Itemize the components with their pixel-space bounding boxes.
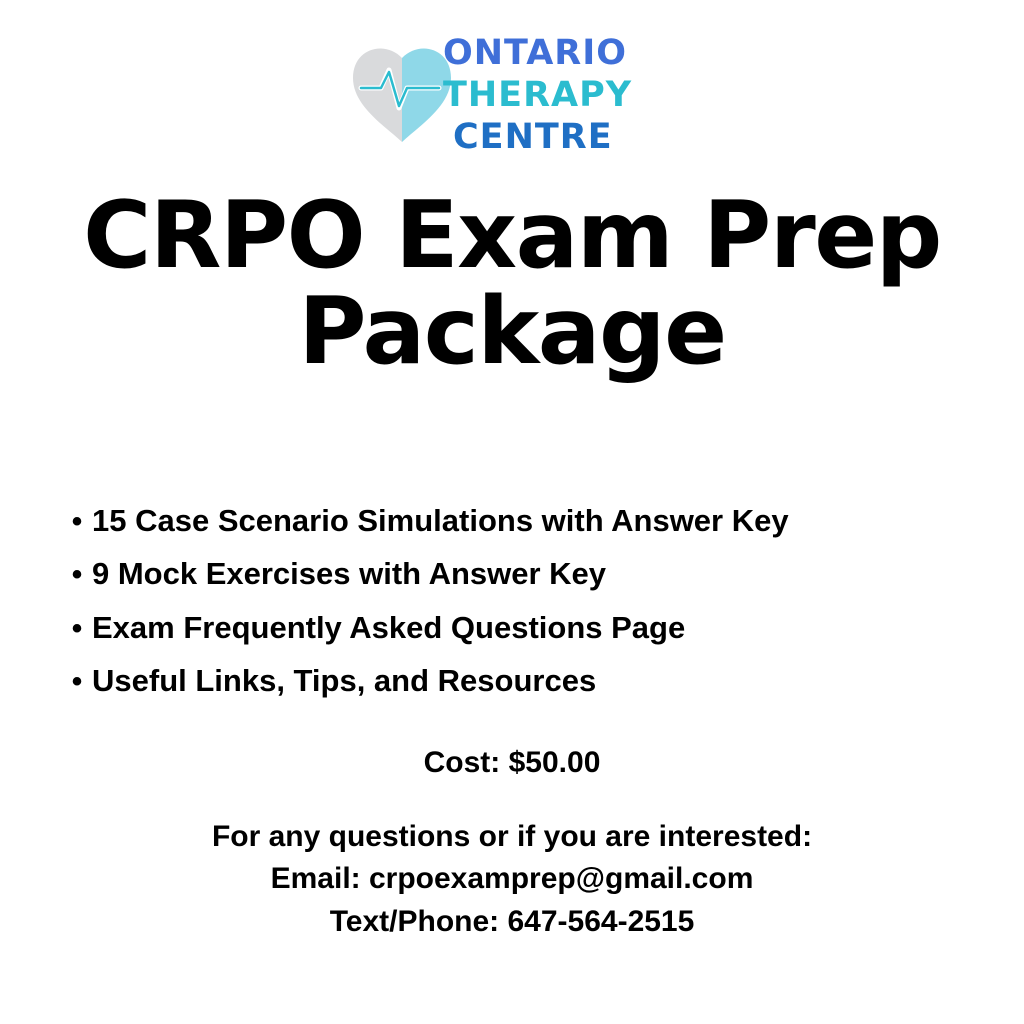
logo-line-3: CENTRE: [453, 117, 613, 157]
logo-line-2: THERAPY: [443, 75, 633, 115]
list-item: [62, 664, 1024, 697]
bullet-icon: •: [71, 558, 83, 592]
ontario-therapy-centre-logo: [347, 26, 677, 166]
features-list: [0, 504, 1024, 718]
list-item: [62, 557, 1024, 590]
page-title: CRPO Exam Prep Package: [83, 181, 941, 385]
contact-phone: Text/Phone: 647-564-2515: [329, 904, 695, 938]
bullet-icon: •: [71, 665, 83, 699]
list-item-label: 15 Case Scenario Simulations with Answer Key: [92, 502, 789, 538]
logo-graphic: [347, 26, 677, 166]
list-item: [62, 504, 1024, 537]
contact-email: Email: crpoexamprep@gmail.com: [270, 862, 754, 896]
list-item-label: Exam Frequently Asked Questions Page: [92, 609, 686, 645]
bullet-icon: •: [71, 611, 83, 645]
contact-block: [0, 816, 1024, 944]
heart-icon: [353, 48, 451, 142]
list-item-label: 9 Mock Exercises with Answer Key: [92, 556, 607, 592]
logo-line-1: ONTARIO: [443, 33, 628, 73]
bullet-icon: •: [71, 504, 83, 538]
price-text: Cost: $50.00: [423, 745, 601, 779]
list-item-label: Useful Links, Tips, and Resources: [92, 663, 597, 699]
list-item: [62, 611, 1024, 644]
contact-intro: For any questions or if you are interested:: [211, 819, 813, 853]
